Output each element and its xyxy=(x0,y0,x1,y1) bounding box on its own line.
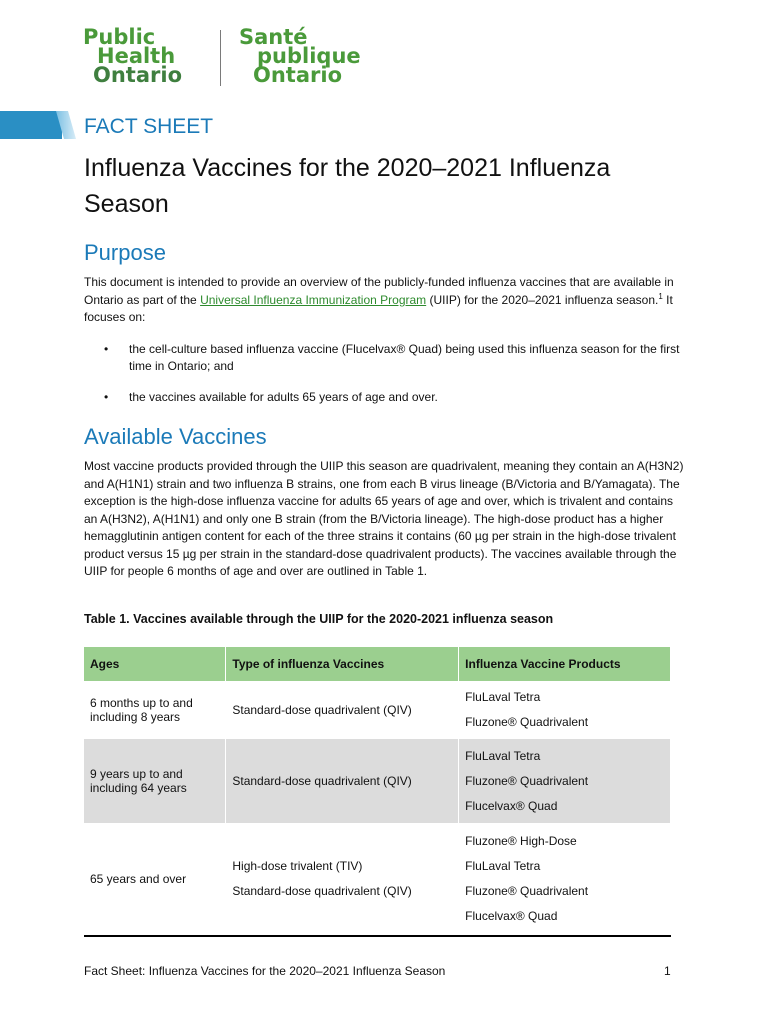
bullet-dot: • xyxy=(104,390,109,404)
bullet-dot: • xyxy=(104,342,109,356)
vaccine-product: Fluzone® Quadrivalent xyxy=(465,773,589,788)
cell-type xyxy=(226,681,459,739)
purpose-text-1: This document is intended to provide an overview of the publicly-funded influenza vaccines that are available in Ontario as part of the xyxy=(84,275,674,307)
uiip-link[interactable]: Universal Influenza Immunization Program xyxy=(200,292,427,307)
fact-sheet-label: FACT SHEET xyxy=(84,115,214,138)
logo-fr-line-3: Ontario xyxy=(253,63,342,87)
footnote-marker: 1 xyxy=(658,291,663,301)
table-row xyxy=(84,681,671,739)
vaccine-type: Standard-dose quadrivalent (QIV) xyxy=(232,702,412,717)
cell-type xyxy=(226,739,459,823)
vaccines-table xyxy=(84,647,671,937)
logo-english xyxy=(83,25,213,87)
vaccine-product: Fluzone® Quadrivalent xyxy=(465,715,589,729)
logo-divider xyxy=(220,30,221,86)
cell-products xyxy=(459,823,671,936)
cell-age: 6 months up to and including 8 years xyxy=(84,681,226,739)
bullet-text: the vaccines available for adults 65 years of age and over. xyxy=(129,390,438,404)
banner-stripe-dark xyxy=(0,111,62,139)
purpose-text-3: It focuses on: xyxy=(84,292,673,324)
vaccine-product: FluLaval Tetra xyxy=(465,748,541,763)
purpose-heading: Purpose xyxy=(84,240,166,265)
banner-stripe xyxy=(0,111,76,139)
vaccine-product: Fluzone® High-Dose xyxy=(465,834,577,848)
vaccine-product: Fluzone® Quadrivalent xyxy=(465,884,589,898)
table-row xyxy=(84,739,671,823)
vaccine-type: Standard-dose quadrivalent (QIV) xyxy=(232,773,412,788)
header-products: Influenza Vaccine Products xyxy=(459,647,671,681)
footer-title: Fact Sheet: Influenza Vaccines for the 2020–2021 Influenza Season xyxy=(84,964,446,978)
header-ages: Ages xyxy=(84,647,226,681)
logo-en-line-3: Ontario xyxy=(93,63,182,87)
bullet-text: the cell-culture based influenza vaccine (Flucelvax® Quad) being used this influenza season for the first time in Ontario; and xyxy=(129,342,680,373)
purpose-paragraph xyxy=(84,274,684,327)
cell-age: 9 years up to and including 64 years xyxy=(84,739,226,823)
logo-en-line-1: Public xyxy=(83,25,156,49)
table-header-row xyxy=(84,647,671,681)
logo-en-line-2: Health xyxy=(97,44,176,68)
vaccine-product: Flucelvax® Quad xyxy=(465,909,558,923)
available-vaccines-paragraph: Most vaccine products provided through the UIIP this season are quadrivalent, meaning they contain an A(H3N2) and A(H1N1) strain and two influenza B strains, one from each B virus lineage (B/Victoria and B/Yamagata). The exception is the high-dose influenza vaccine for adults 65 years of age and over, which is trivalent and contains an A(H3N2), A(H1N1) and only one B strain (from the B/Victoria lineage). The high-dose product has a higher hemagglutinin antigen content for each of the three strains it contains (60 µg per strain in the high-dose trivalent product versus 15 µg per strain in the standard-dose quadrivalent products). The vaccines available through the UIIP for people 6 months of age and over are outlined in Table 1. xyxy=(84,459,684,578)
header-type: Type of influenza Vaccines xyxy=(226,647,459,681)
logo-fr-line-2: publique xyxy=(257,44,361,68)
vaccine-type: High-dose trivalent (TIV) xyxy=(232,859,363,873)
vaccine-product: FluLaval Tetra xyxy=(465,690,541,704)
purpose-text-2: (UIIP) for the 2020–2021 influenza season. xyxy=(426,292,659,307)
table-caption: Table 1. Vaccines available through the UIIP for the 2020-2021 influenza season xyxy=(84,612,554,626)
vaccine-product: Flucelvax® Quad xyxy=(465,798,558,813)
cell-type xyxy=(226,823,459,936)
logo-fr-line-1: Santé xyxy=(239,25,308,49)
logo-french xyxy=(239,25,379,87)
cell-products xyxy=(459,681,671,739)
table-row xyxy=(84,823,671,936)
cell-age: 65 years and over xyxy=(84,823,226,936)
vaccine-product: FluLaval Tetra xyxy=(465,859,541,873)
vaccine-type: Standard-dose quadrivalent (QIV) xyxy=(232,884,412,898)
page-title: Influenza Vaccines for the 2020–2021 Influenza Season xyxy=(84,154,611,218)
cell-products xyxy=(459,739,671,823)
available-vaccines-heading: Available Vaccines xyxy=(84,424,267,449)
page-number: 1 xyxy=(664,964,671,978)
